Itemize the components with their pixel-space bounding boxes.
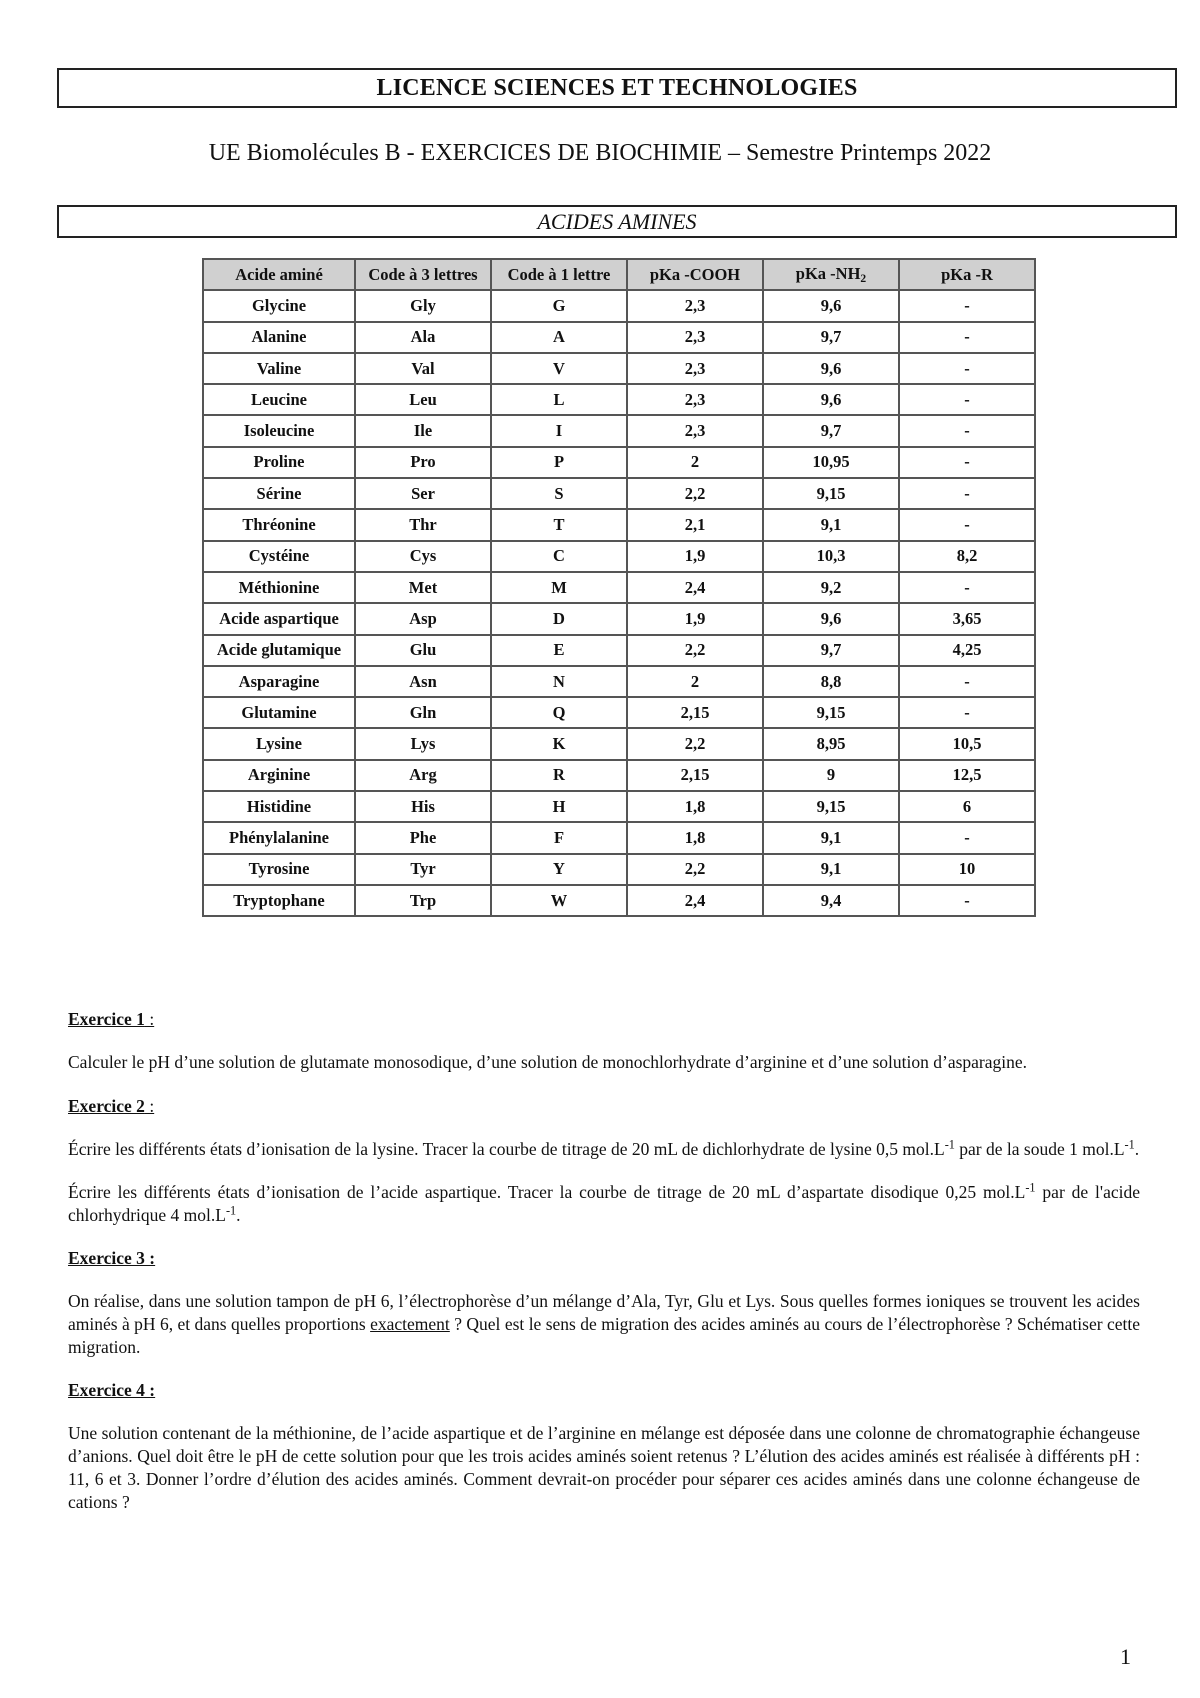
cell-pka-cooh: 2,2 — [627, 728, 763, 759]
cell-pka-r: - — [899, 478, 1035, 509]
exercise-2-heading-text: Exercice 2 — [68, 1096, 145, 1116]
exercise-2-p2-part-a: Écrire les différents états d’ionisation de l’acide aspartique. Tracer la courbe de titrage de 20 mL d’aspartate disodique 0,25 mol.L — [68, 1182, 1026, 1202]
header-amino-acid: Acide aminé — [203, 259, 355, 290]
cell-pka-r: 6 — [899, 791, 1035, 822]
cell-code-1-letter: V — [491, 353, 627, 384]
cell-pka-r: - — [899, 572, 1035, 603]
table-row — [203, 353, 1035, 384]
cell-pka-r: - — [899, 384, 1035, 415]
document-subtitle: UE Biomolécules B - EXERCICES DE BIOCHIMIE – Semestre Printemps 2022 — [208, 140, 992, 166]
table-row — [203, 603, 1035, 634]
cell-code-3-letters: Ala — [355, 322, 491, 353]
cell-code-3-letters: Ser — [355, 478, 491, 509]
cell-pka-nh2: 8,95 — [763, 728, 899, 759]
exercise-3-text-part-a: On réalise, dans une solution tampon de pH 6, l’électrophorèse d’un mélange d’Ala, Tyr, Glu et Lys. Sous quelles formes ioniques se trouvent les acides aminés à pH 6, et dans quelles proportions — [68, 1291, 1140, 1334]
cell-pka-r: - — [899, 697, 1035, 728]
cell-amino-acid-name: Glutamine — [203, 697, 355, 728]
cell-code-3-letters: Tyr — [355, 854, 491, 885]
cell-pka-r: 12,5 — [899, 760, 1035, 791]
cell-code-1-letter: P — [491, 447, 627, 478]
cell-code-3-letters: Gly — [355, 290, 491, 321]
table-header-row — [203, 259, 1035, 290]
cell-pka-cooh: 2,2 — [627, 854, 763, 885]
exercise-3-underlined-word: exactement — [370, 1314, 450, 1334]
cell-code-1-letter: Y — [491, 854, 627, 885]
cell-code-1-letter: R — [491, 760, 627, 791]
header-code-3-letters: Code à 3 lettres — [355, 259, 491, 290]
table-row — [203, 760, 1035, 791]
cell-amino-acid-name: Proline — [203, 447, 355, 478]
cell-amino-acid-name: Acide glutamique — [203, 635, 355, 666]
cell-code-3-letters: Pro — [355, 447, 491, 478]
cell-pka-nh2: 9,7 — [763, 415, 899, 446]
cell-code-3-letters: Phe — [355, 822, 491, 853]
cell-pka-r: - — [899, 353, 1035, 384]
header-pka-cooh: pKa -COOH — [627, 259, 763, 290]
cell-pka-nh2: 9 — [763, 760, 899, 791]
exercise-4-heading: Exercice 4 : — [68, 1380, 156, 1400]
cell-amino-acid-name: Histidine — [203, 791, 355, 822]
exercise-2-p1-part-b: par de la soude 1 mol.L — [954, 1139, 1125, 1159]
cell-pka-nh2: 9,1 — [763, 854, 899, 885]
exercise-3-heading: Exercice 3 : — [68, 1248, 156, 1268]
cell-pka-nh2: 10,95 — [763, 447, 899, 478]
amino-acid-table — [202, 258, 1036, 917]
table-row — [203, 728, 1035, 759]
cell-pka-cooh: 2,3 — [627, 290, 763, 321]
cell-code-3-letters: Ile — [355, 415, 491, 446]
exercise-2-paragraph-2 — [68, 1181, 1140, 1227]
cell-code-3-letters: Leu — [355, 384, 491, 415]
section-title: ACIDES AMINES — [57, 205, 1177, 238]
cell-pka-r: 3,65 — [899, 603, 1035, 634]
cell-amino-acid-name: Alanine — [203, 322, 355, 353]
cell-code-1-letter: Q — [491, 697, 627, 728]
exercise-2-p1-part-c: . — [1134, 1139, 1140, 1159]
table-row — [203, 666, 1035, 697]
exercise-3-text-part-b: ? Quel est le sens de migration des acides aminés au cours de l’électrophorèse ? Schématiser cette migration. — [68, 1314, 1140, 1357]
exercise-1-heading — [68, 1008, 1140, 1031]
cell-pka-nh2: 10,3 — [763, 541, 899, 572]
cell-amino-acid-name: Thréonine — [203, 509, 355, 540]
table-row — [203, 635, 1035, 666]
cell-pka-r: - — [899, 415, 1035, 446]
exercise-2-heading — [68, 1095, 1140, 1118]
cell-amino-acid-name: Tryptophane — [203, 885, 355, 916]
cell-pka-nh2: 9,15 — [763, 478, 899, 509]
page-number: 1 — [1120, 1644, 1131, 1669]
cell-code-3-letters: Asn — [355, 666, 491, 697]
cell-amino-acid-name: Isoleucine — [203, 415, 355, 446]
cell-code-1-letter: G — [491, 290, 627, 321]
header-pka-nh2-label: pKa -NH — [795, 264, 861, 284]
cell-amino-acid-name: Leucine — [203, 384, 355, 415]
cell-pka-cooh: 2,4 — [627, 885, 763, 916]
cell-pka-cooh: 2 — [627, 447, 763, 478]
table-row — [203, 384, 1035, 415]
cell-pka-nh2: 9,6 — [763, 353, 899, 384]
header-pka-nh2-subscript: 2 — [860, 273, 867, 286]
cell-pka-nh2: 9,1 — [763, 822, 899, 853]
cell-code-1-letter: C — [491, 541, 627, 572]
cell-code-3-letters: Met — [355, 572, 491, 603]
cell-code-1-letter: W — [491, 885, 627, 916]
cell-amino-acid-name: Glycine — [203, 290, 355, 321]
exercise-2-p2-exponent-1: -1 — [1025, 1180, 1036, 1195]
cell-pka-nh2: 8,8 — [763, 666, 899, 697]
cell-amino-acid-name: Acide aspartique — [203, 603, 355, 634]
exercise-2-heading-colon: : — [144, 1096, 155, 1116]
exercise-2-p2-part-c: . — [236, 1205, 241, 1225]
cell-code-3-letters: Val — [355, 353, 491, 384]
cell-code-3-letters: Arg — [355, 760, 491, 791]
cell-code-1-letter: K — [491, 728, 627, 759]
cell-pka-r: - — [899, 322, 1035, 353]
cell-pka-r: 8,2 — [899, 541, 1035, 572]
cell-code-3-letters: Thr — [355, 509, 491, 540]
table-row — [203, 572, 1035, 603]
cell-code-1-letter: F — [491, 822, 627, 853]
table-row — [203, 509, 1035, 540]
cell-amino-acid-name: Valine — [203, 353, 355, 384]
cell-pka-r: - — [899, 509, 1035, 540]
cell-pka-r: 4,25 — [899, 635, 1035, 666]
cell-pka-cooh: 1,9 — [627, 541, 763, 572]
cell-pka-cooh: 1,9 — [627, 603, 763, 634]
cell-code-3-letters: Gln — [355, 697, 491, 728]
cell-pka-cooh: 2,2 — [627, 635, 763, 666]
cell-pka-r: - — [899, 885, 1035, 916]
exercises-section — [68, 1008, 1140, 1514]
cell-pka-cooh: 1,8 — [627, 791, 763, 822]
cell-pka-r: 10 — [899, 854, 1035, 885]
cell-code-1-letter: A — [491, 322, 627, 353]
cell-amino-acid-name: Tyrosine — [203, 854, 355, 885]
cell-code-3-letters: Trp — [355, 885, 491, 916]
cell-pka-cooh: 2 — [627, 666, 763, 697]
cell-code-1-letter: I — [491, 415, 627, 446]
exercise-2-p1-part-a: Écrire les différents états d’ionisation de la lysine. Tracer la courbe de titrage de 20 mL de dichlorhydrate de lysine 0,5 mol.L — [68, 1139, 945, 1159]
cell-pka-cooh: 2,3 — [627, 415, 763, 446]
cell-pka-cooh: 2,15 — [627, 697, 763, 728]
exercise-1-heading-text: Exercice 1 — [68, 1009, 145, 1029]
table-row — [203, 541, 1035, 572]
cell-code-3-letters: Glu — [355, 635, 491, 666]
cell-pka-r: 10,5 — [899, 728, 1035, 759]
cell-code-1-letter: H — [491, 791, 627, 822]
cell-pka-nh2: 9,15 — [763, 697, 899, 728]
cell-pka-cooh: 1,8 — [627, 822, 763, 853]
cell-pka-cooh: 2,3 — [627, 322, 763, 353]
cell-pka-cooh: 2,1 — [627, 509, 763, 540]
cell-code-1-letter: T — [491, 509, 627, 540]
cell-amino-acid-name: Asparagine — [203, 666, 355, 697]
exercise-3-text — [68, 1290, 1140, 1359]
cell-code-3-letters: Asp — [355, 603, 491, 634]
document-title: LICENCE SCIENCES ET TECHNOLOGIES — [57, 68, 1177, 108]
cell-amino-acid-name: Arginine — [203, 760, 355, 791]
cell-pka-nh2: 9,7 — [763, 635, 899, 666]
cell-amino-acid-name: Cystéine — [203, 541, 355, 572]
table-row — [203, 854, 1035, 885]
exercise-2-p2-part-b: par de l'acide chlorhydrique 4 mol.L — [68, 1182, 1140, 1225]
cell-amino-acid-name: Méthionine — [203, 572, 355, 603]
cell-pka-r: - — [899, 666, 1035, 697]
cell-pka-cooh: 2,3 — [627, 353, 763, 384]
cell-pka-cooh: 2,2 — [627, 478, 763, 509]
table-row — [203, 885, 1035, 916]
table-row — [203, 697, 1035, 728]
exercise-2-p1-exponent-2: -1 — [1124, 1137, 1135, 1152]
cell-pka-nh2: 9,7 — [763, 322, 899, 353]
table-row — [203, 478, 1035, 509]
cell-code-1-letter: N — [491, 666, 627, 697]
cell-pka-cooh: 2,4 — [627, 572, 763, 603]
cell-code-1-letter: L — [491, 384, 627, 415]
header-pka-r: pKa -R — [899, 259, 1035, 290]
cell-amino-acid-name: Sérine — [203, 478, 355, 509]
exercise-2-paragraph-1 — [68, 1138, 1140, 1161]
exercise-2-p2-exponent-2: -1 — [225, 1203, 237, 1218]
table-row — [203, 822, 1035, 853]
table-body — [203, 290, 1035, 916]
cell-code-1-letter: E — [491, 635, 627, 666]
cell-pka-nh2: 9,6 — [763, 603, 899, 634]
cell-code-3-letters: Lys — [355, 728, 491, 759]
table-row — [203, 415, 1035, 446]
exercise-1-text: Calculer le pH d’une solution de glutamate monosodique, d’une solution de monochlorhydrate d’arginine et d’une solution d’asparagine. — [68, 1052, 1028, 1072]
cell-pka-nh2: 9,4 — [763, 885, 899, 916]
cell-code-1-letter: M — [491, 572, 627, 603]
header-pka-nh2 — [763, 259, 899, 290]
exercise-2-p1-exponent-1: -1 — [944, 1137, 955, 1152]
exercise-4-text: Une solution contenant de la méthionine, de l’acide aspartique et de l’arginine en mélange est déposée dans une colonne de chromatographie échangeuse d’anions. Quel doit être le pH de cette solution pour que les trois acides aminés soient retenus ? L’élution des acides aminés est réalisée à différents pH : 11, 6 et 3. Donner l’ordre d’élution des acides aminés. Comment devrait-on procéder pour séparer ces acides aminés dans une colonne échangeuse de cations ? — [68, 1423, 1140, 1512]
cell-code-3-letters: His — [355, 791, 491, 822]
table-row — [203, 447, 1035, 478]
cell-code-1-letter: S — [491, 478, 627, 509]
cell-amino-acid-name: Phénylalanine — [203, 822, 355, 853]
cell-pka-r: - — [899, 447, 1035, 478]
table-row — [203, 322, 1035, 353]
cell-pka-nh2: 9,15 — [763, 791, 899, 822]
cell-amino-acid-name: Lysine — [203, 728, 355, 759]
table-row — [203, 290, 1035, 321]
table-row — [203, 791, 1035, 822]
cell-pka-cooh: 2,3 — [627, 384, 763, 415]
cell-pka-nh2: 9,6 — [763, 384, 899, 415]
cell-pka-cooh: 2,15 — [627, 760, 763, 791]
cell-pka-nh2: 9,2 — [763, 572, 899, 603]
cell-code-1-letter: D — [491, 603, 627, 634]
cell-pka-nh2: 9,6 — [763, 290, 899, 321]
cell-code-3-letters: Cys — [355, 541, 491, 572]
header-code-1-letter: Code à 1 lettre — [491, 259, 627, 290]
cell-pka-r: - — [899, 290, 1035, 321]
cell-pka-nh2: 9,1 — [763, 509, 899, 540]
exercise-1-heading-colon: : — [144, 1009, 155, 1029]
cell-pka-r: - — [899, 822, 1035, 853]
